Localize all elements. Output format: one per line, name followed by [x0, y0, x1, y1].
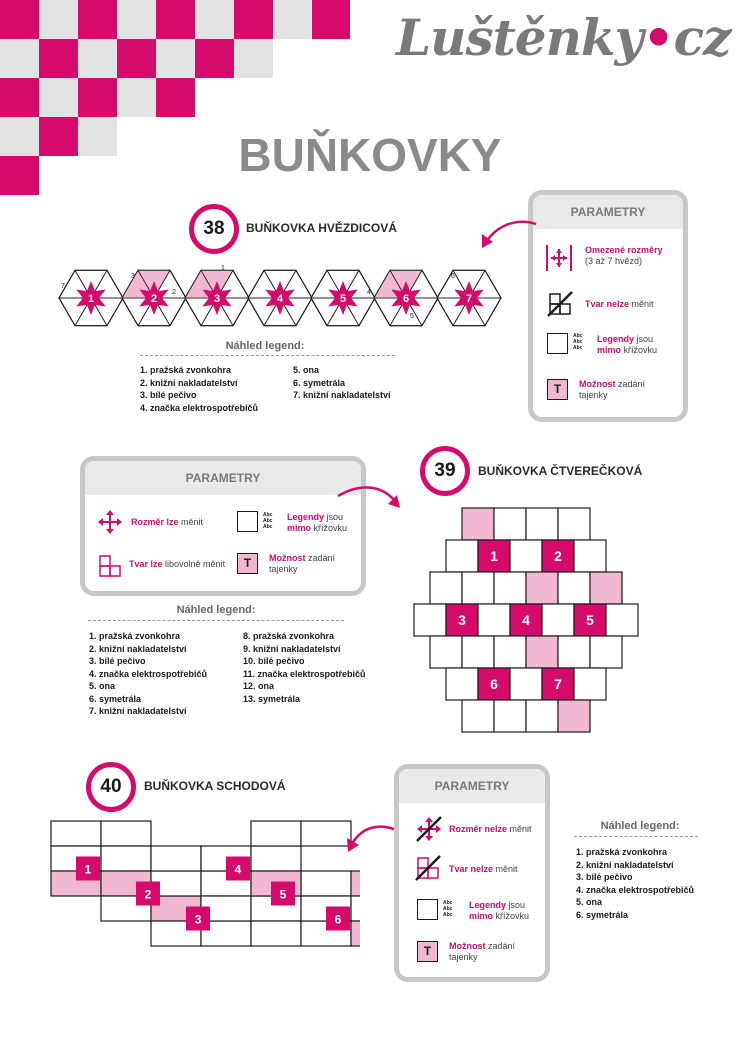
param-tajenka: Možnost zadání tajenky	[579, 379, 646, 400]
legend-item: 3. bílé pečivo	[576, 872, 633, 882]
checker-square	[78, 78, 117, 117]
legend-item: 13. symetrála	[243, 693, 301, 704]
stair-cell	[101, 821, 151, 846]
legend-item: 4. značka elektrospotřebičů	[140, 402, 259, 413]
parameters-panel-40	[394, 764, 550, 982]
checker-square	[195, 39, 234, 78]
param-dimensions: Omezené rozměry (3 až 7 hvězd)	[585, 245, 663, 266]
grid-cell	[462, 636, 494, 668]
checker-square	[39, 78, 78, 117]
checker-square	[234, 39, 273, 78]
brand-logo[interactable]: Luštěnky•cz	[396, 8, 731, 67]
grid-cell	[494, 508, 526, 540]
stair-cell	[351, 921, 360, 946]
shape-fixed-icon	[415, 855, 441, 881]
param-tajenka: Možnost zadání tajenky	[449, 941, 516, 962]
stair-cell	[51, 821, 101, 846]
checker-square	[273, 0, 312, 39]
legend-item: 2. knižní nakladatelství	[140, 377, 238, 388]
legend-outside-icon	[417, 899, 438, 920]
legend-item: 5. ona	[576, 897, 603, 907]
small-number: 3	[131, 273, 135, 280]
legend-item: 7. knižní nakladatelství	[89, 706, 187, 716]
grid-cell	[558, 572, 590, 604]
star-puzzle	[55, 258, 515, 338]
legend-item: 9. knižní nakladatelství	[243, 643, 341, 654]
checker-square	[0, 78, 39, 117]
grid-cell	[494, 636, 526, 668]
cell-number: 5	[279, 887, 287, 902]
legend-item: 2. knižní nakladatelství	[576, 859, 674, 870]
section-39-badge: 39	[420, 446, 470, 496]
param-legend: Legendy jsou mimo křížovku	[469, 900, 530, 921]
stair-cell	[301, 871, 351, 896]
star-number: 2	[150, 293, 158, 305]
parameters-title: PARAMETRY	[85, 461, 361, 495]
param-shape: Tvar nelze měnit	[449, 864, 518, 874]
legend-item: 12. ona	[243, 681, 275, 691]
legend-divider	[88, 620, 344, 621]
legend-list-38-right	[293, 364, 391, 402]
legend-item: 4. značka elektrospotřebičů	[576, 884, 695, 895]
page-title: BUŇKOVKY	[238, 129, 502, 181]
section-40-title: BUŇKOVKA SCHODOVÁ	[144, 779, 286, 793]
resize-arrows-icon	[97, 509, 123, 535]
legend-list-40	[576, 846, 694, 921]
grid-cell	[478, 604, 510, 636]
shape-fixed-icon	[547, 291, 573, 317]
star-number: 7	[465, 293, 473, 305]
small-number: 2	[172, 289, 176, 296]
tajenka-icon: T	[547, 379, 568, 400]
abc-label: Abc Abc Abc	[573, 333, 583, 351]
tajenka-icon: T	[417, 941, 438, 962]
legend-title-40: Náhled legend:	[600, 820, 680, 832]
cell-number: 7	[554, 676, 562, 692]
stair-cell	[351, 896, 360, 921]
resize-blocked-icon	[415, 815, 443, 843]
section-40-badge: 40	[86, 762, 136, 812]
parameters-panel-39	[80, 456, 366, 596]
param-size: Rozměr nelze měnit	[449, 824, 532, 834]
cell-number: 3	[458, 612, 466, 628]
cell-number: 4	[522, 612, 530, 628]
small-number: 6	[451, 273, 455, 280]
cell-number: 3	[194, 912, 202, 927]
checker-square	[312, 0, 350, 39]
cell-number: 2	[144, 887, 152, 902]
grid-cell	[462, 508, 494, 540]
section-38-badge: 38	[189, 204, 239, 254]
checker-square	[117, 0, 156, 39]
grid-cell	[430, 636, 462, 668]
shape-free-icon	[97, 553, 123, 579]
arrow-39-icon	[334, 478, 406, 512]
arrow-38-icon	[476, 212, 540, 252]
tajenka-icon: T	[237, 553, 258, 574]
star-number: 1	[87, 293, 95, 305]
abc-label: Abc Abc Abc	[263, 512, 273, 530]
small-number: 4	[367, 289, 371, 296]
legend-item: 10. bílé pečivo	[243, 656, 305, 666]
legend-title-39: Náhled legend:	[176, 604, 256, 616]
stair-cell	[101, 846, 151, 871]
checker-square	[39, 0, 78, 39]
param-size: Rozměr lze měnit	[131, 517, 204, 527]
checker-square	[195, 0, 234, 39]
limited-dimensions-icon	[545, 243, 573, 273]
stair-cell	[351, 871, 360, 896]
grid-cell	[462, 572, 494, 604]
parameters-title: PARAMETRY	[533, 195, 683, 229]
checker-square	[39, 39, 78, 78]
cell-number: 5	[586, 612, 594, 628]
param-shape: Tvar lze libovolně měnit	[129, 559, 226, 569]
stair-cell	[251, 821, 301, 846]
section-38-title: BUŇKOVKA HVĚZDICOVÁ	[246, 221, 397, 235]
param-shape: Tvar nelze měnit	[585, 299, 654, 309]
checker-square	[156, 0, 195, 39]
checker-square	[78, 0, 117, 39]
cell-number: 6	[334, 912, 342, 927]
legend-divider	[574, 836, 698, 837]
stair-cell	[151, 846, 201, 871]
star-number: 6	[402, 293, 410, 305]
grid-cell	[510, 668, 542, 700]
legend-list-39-right	[243, 630, 366, 705]
checker-square	[234, 0, 273, 39]
param-tajenka: Možnost zadání tajenky	[269, 553, 336, 574]
grid-cell	[526, 508, 558, 540]
grid-cell	[574, 668, 606, 700]
legend-divider	[140, 355, 395, 356]
parameters-title: PARAMETRY	[399, 769, 545, 803]
cell-number: 2	[554, 548, 562, 564]
checker-square	[0, 39, 39, 78]
stair-puzzle	[50, 820, 360, 952]
legend-item: 5. ona	[293, 365, 320, 375]
grid-cell	[590, 572, 622, 604]
grid-cell	[574, 540, 606, 572]
legend-item: 11. značka elektrospotřebičů	[243, 668, 366, 679]
small-number: 1	[221, 265, 225, 272]
grid-cell	[558, 636, 590, 668]
legend-item: 4. značka elektrospotřebičů	[89, 668, 208, 679]
checker-square	[78, 39, 117, 78]
grid-cell	[590, 636, 622, 668]
legend-outside-icon	[237, 511, 258, 532]
legend-item: 7. knižní nakladatelství	[293, 390, 391, 400]
grid-cell	[558, 700, 590, 732]
grid-cell	[606, 604, 638, 636]
grid-cell	[526, 572, 558, 604]
checker-square	[117, 78, 156, 117]
small-number: 5	[410, 313, 414, 320]
star-number: 4	[276, 293, 284, 305]
section-39-title: BUŇKOVKA ČTVEREČKOVÁ	[478, 464, 643, 478]
legend-list-39-left	[89, 630, 207, 718]
legend-item: 5. ona	[89, 681, 116, 691]
grid-cell	[510, 540, 542, 572]
legend-item: 6. symetrála	[576, 909, 629, 920]
legend-item: 1. pražská zvonkohra	[140, 365, 232, 375]
legend-item: 1. pražská zvonkohra	[89, 631, 181, 641]
legend-item: 1. pražská zvonkohra	[576, 847, 668, 857]
checker-square	[117, 39, 156, 78]
small-number: 7	[61, 283, 65, 290]
checker-square	[0, 0, 39, 39]
parameters-panel-38	[528, 190, 688, 422]
star-number: 3	[213, 293, 221, 305]
grid-cell	[414, 604, 446, 636]
square-puzzle	[412, 506, 644, 734]
legend-title-38: Náhled legend:	[225, 340, 305, 352]
grid-cell	[494, 700, 526, 732]
grid-cell	[446, 540, 478, 572]
checker-square	[156, 78, 195, 117]
grid-cell	[494, 572, 526, 604]
cell-number: 1	[490, 548, 498, 564]
grid-cell	[462, 700, 494, 732]
cell-number: 1	[84, 862, 92, 877]
grid-cell	[430, 572, 462, 604]
grid-cell	[542, 604, 574, 636]
legend-item: 6. symetrála	[293, 377, 346, 388]
legend-outside-icon	[547, 333, 568, 354]
grid-cell	[558, 508, 590, 540]
abc-label: Abc Abc Abc	[443, 900, 453, 918]
legend-item: 8. pražská zvonkohra	[243, 631, 335, 641]
grid-cell	[526, 700, 558, 732]
grid-cell	[446, 668, 478, 700]
checker-square	[156, 39, 195, 78]
legend-item: 2. knižní nakladatelství	[89, 643, 187, 654]
stair-cell	[251, 846, 301, 871]
cell-number: 6	[490, 676, 498, 692]
legend-item: 3. bílé pečivo	[89, 656, 146, 666]
star-number: 5	[339, 293, 347, 305]
cell-number: 4	[234, 862, 242, 877]
stair-cell	[251, 921, 301, 946]
legend-item: 3. bílé pečivo	[140, 390, 197, 400]
legend-list-38-left	[140, 364, 258, 414]
param-legend: Legendy jsou mimo křížovku	[597, 334, 658, 355]
grid-cell	[526, 636, 558, 668]
param-legend: Legendy jsou mimo křížovku	[287, 512, 348, 533]
legend-item: 6. symetrála	[89, 693, 142, 704]
